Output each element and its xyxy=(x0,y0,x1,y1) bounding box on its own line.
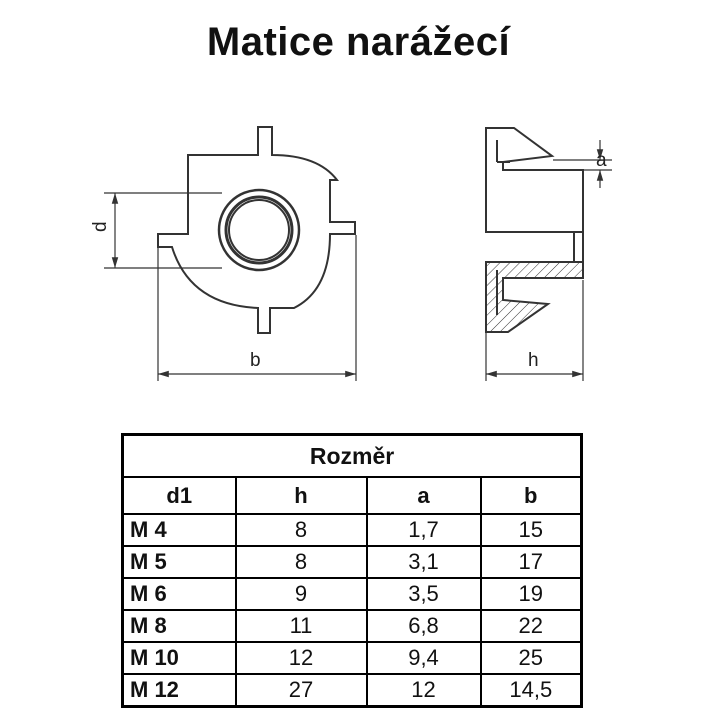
cell-h: 8 xyxy=(236,514,367,546)
table-row xyxy=(123,578,582,610)
cell-d1: M 8 xyxy=(123,610,236,642)
cell-a: 12 xyxy=(367,674,481,707)
dimension-table xyxy=(121,433,583,708)
cell-d1: M 10 xyxy=(123,642,236,674)
dim-d-label: d xyxy=(90,221,111,232)
cell-h: 8 xyxy=(236,546,367,578)
cell-a: 3,5 xyxy=(367,578,481,610)
header-h: h xyxy=(236,477,367,514)
cell-a: 6,8 xyxy=(367,610,481,642)
cell-b: 22 xyxy=(481,610,582,642)
cell-b: 14,5 xyxy=(481,674,582,707)
header-b: b xyxy=(481,477,582,514)
side-upper xyxy=(486,128,583,232)
bore-outer xyxy=(219,190,299,270)
cell-b: 17 xyxy=(481,546,582,578)
table-row xyxy=(123,674,582,707)
cell-a: 1,7 xyxy=(367,514,481,546)
cell-d1: M 5 xyxy=(123,546,236,578)
cell-h: 9 xyxy=(236,578,367,610)
cell-h: 27 xyxy=(236,674,367,707)
table-row xyxy=(123,546,582,578)
header-d1: d1 xyxy=(123,477,236,514)
cell-d1: M 4 xyxy=(123,514,236,546)
side-view xyxy=(486,128,583,332)
cell-h: 12 xyxy=(236,642,367,674)
dim-d xyxy=(104,193,222,268)
nut-outline xyxy=(158,127,355,333)
table-row xyxy=(123,642,582,674)
cell-d1: M 6 xyxy=(123,578,236,610)
cell-b: 25 xyxy=(481,642,582,674)
table-row xyxy=(123,514,582,546)
dim-h-label: h xyxy=(528,350,539,371)
cell-a: 9,4 xyxy=(367,642,481,674)
cell-b: 15 xyxy=(481,514,582,546)
side-section xyxy=(486,262,583,332)
bore-thread xyxy=(226,197,292,263)
cell-d1: M 12 xyxy=(123,674,236,707)
table-caption: Rozměr xyxy=(123,435,582,478)
dim-a-label: a xyxy=(596,150,607,171)
header-a: a xyxy=(367,477,481,514)
dim-b-label: b xyxy=(250,350,261,371)
top-view xyxy=(158,127,355,333)
page-title: Matice narážecí xyxy=(206,20,511,64)
cell-h: 11 xyxy=(236,610,367,642)
cell-a: 3,1 xyxy=(367,546,481,578)
cell-b: 19 xyxy=(481,578,582,610)
bore-inner xyxy=(229,200,289,260)
table-row xyxy=(123,610,582,642)
